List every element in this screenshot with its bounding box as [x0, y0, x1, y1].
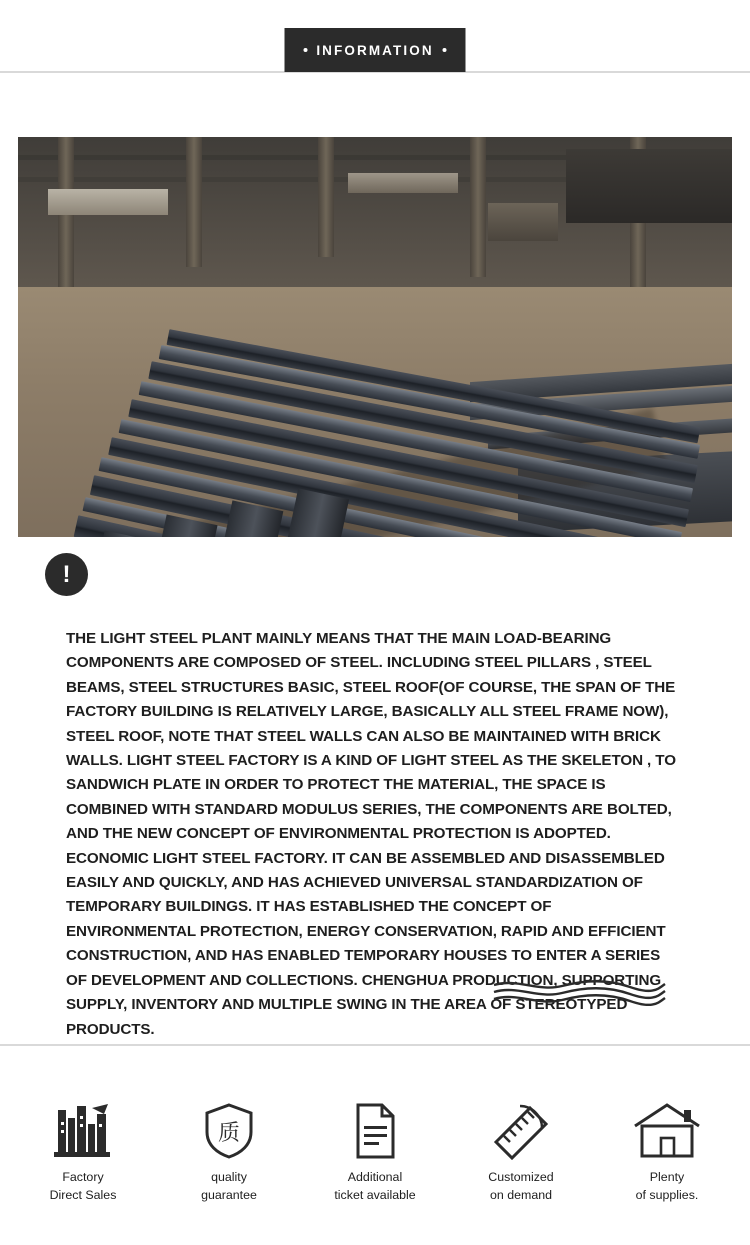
badge-left-dot-icon: [303, 48, 307, 52]
feature-label-line2: of supplies.: [635, 1188, 699, 1202]
house-icon: [631, 1098, 703, 1160]
feature-label-line2: guarantee: [201, 1188, 257, 1202]
feature-label: [636, 1168, 699, 1204]
photo-back-material: [566, 149, 732, 223]
document-icon: [350, 1098, 400, 1160]
feature-label-line1: Additional: [347, 1170, 403, 1184]
ruler-icon: [490, 1098, 552, 1160]
photo-back-material: [488, 203, 558, 241]
feature-item-supply: [613, 1098, 721, 1204]
feature-label-line2: ticket available: [334, 1188, 416, 1202]
photo-pillar: [186, 137, 202, 267]
photo-canvas: [18, 137, 732, 537]
feature-label-line1: Plenty: [649, 1170, 685, 1184]
feature-label-line1: Customized: [488, 1170, 554, 1184]
photo-back-material: [348, 173, 458, 193]
feature-label: [201, 1168, 257, 1204]
feature-row: [0, 1098, 750, 1204]
feature-item-factory: [29, 1098, 137, 1204]
feature-label: [50, 1168, 117, 1204]
feature-item-ticket: [321, 1098, 429, 1204]
feature-label-line1: quality: [211, 1170, 247, 1184]
factory-icon: [52, 1098, 114, 1160]
feature-label: [488, 1168, 553, 1204]
feature-item-quality: [175, 1098, 283, 1204]
steel-h-beam-photo: [18, 137, 732, 537]
feature-label: [334, 1168, 415, 1204]
wave-divider-icon: [492, 980, 667, 1006]
photo-pillar: [470, 137, 486, 277]
information-paragraph: THE LIGHT STEEL PLANT MAINLY MEANS THAT THE MAIN LOAD-BEARING COMPONENTS ARE COMPOSED OF STEEL. INCLUDING STEEL PILLARS , STEEL BEAMS, STEEL STRUCTURES BASIC, STEEL ROOF(OF COURSE, THE SPAN OF THE FACTORY BUILDING IS RELATIVELY LARGE, BASICALLY ALL STEEL FRAME NOW), STEEL ROOF, NOTE THAT STEEL WALLS CAN ALSO BE MAINTAINED WITH BRICK WALLS. LIGHT STEEL FACTORY IS A KIND OF LIGHT STEEL AS THE SKELETON , TO SANDWICH PLATE IN ORDER TO PROTECT THE MATERIAL, THE SPACE IS COMBINED WITH STANDARD MODULUS SERIES, THE COMPONENTS ARE BOLTED, AND THE NEW CONCEPT OF ENVIRONMENTAL PROTECTION IS ADOPTED. ECONOMIC LIGHT STEEL FACTORY. IT CAN BE ASSEMBLED AND DISASSEMBLED EASILY AND QUICKLY, AND HAS ACHIEVED UNIVERSAL STANDARDIZATION OF TEMPORARY BUILDINGS. IT HAS ESTABLISHED THE CONCEPT OF ENVIRONMENTAL PROTECTION, ENERGY CONSERVATION, RAPID AND EFFICIENT CONSTRUCTION, AND HAS ENABLED TEMPORARY HOUSES TO ENTER A SERIES OF DEVELOPMENT AND COLLECTIONS. CHENGHUA PRODUCTION, SUPPORTING SUPPLY, INVENTORY AND MULTIPLE SWING IN THE AREA OF STEREOTYPED PRODUCTS.: [66, 630, 676, 1038]
footer-divider: [0, 1044, 750, 1046]
badge-right-dot-icon: [443, 48, 447, 52]
photo-pillar: [318, 137, 334, 257]
feature-label-line2: Direct Sales: [49, 1188, 117, 1202]
photo-back-material: [48, 189, 168, 215]
page-header: [0, 0, 750, 72]
quality-shield-icon: [202, 1098, 256, 1160]
feature-label-line2: on demand: [489, 1188, 552, 1202]
feature-label-line1: Factory: [62, 1170, 104, 1184]
exclamation-icon: !: [62, 560, 71, 588]
feature-item-customized: [467, 1098, 575, 1204]
exclamation-badge: [45, 553, 88, 596]
svg-text:质: 质: [217, 1121, 241, 1146]
information-badge: [285, 28, 466, 72]
information-badge-label: INFORMATION: [316, 42, 434, 58]
